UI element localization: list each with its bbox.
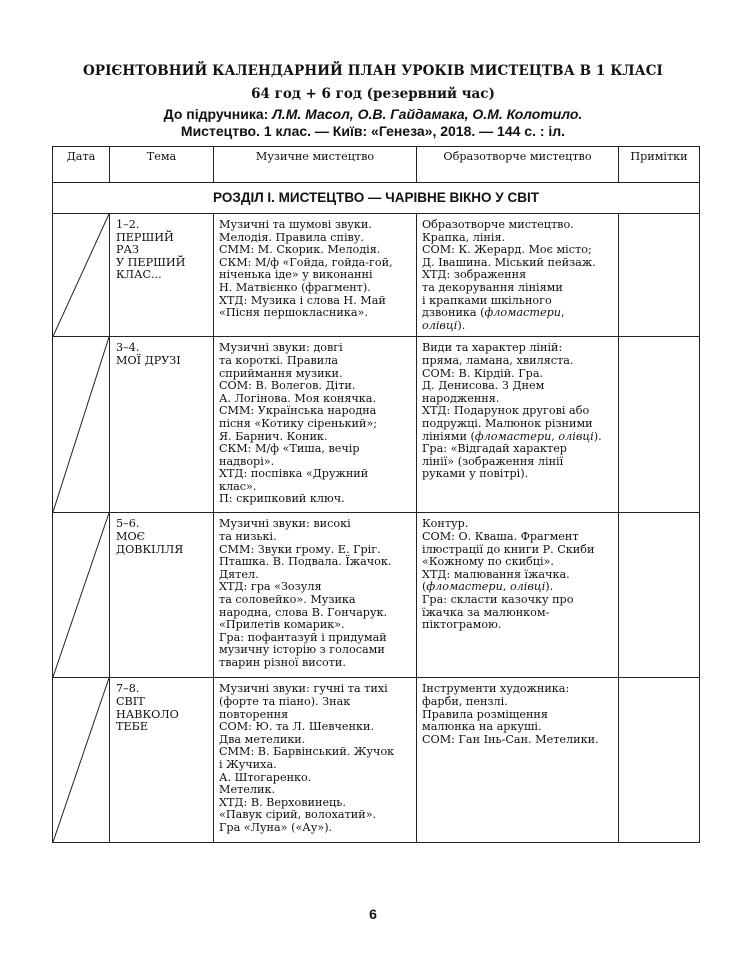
lesson-plan-table: [52, 146, 700, 843]
table-row: [53, 678, 700, 843]
cell-line: КЛАС...: [116, 268, 162, 282]
col-header-art: Образотворче мистецтво: [417, 147, 619, 183]
cell-line: клас».: [219, 479, 257, 493]
cell-line: музичну історію з голосами: [219, 643, 385, 657]
cell-line: і Жучиха.: [219, 757, 277, 771]
col-header-notes: Примітки: [619, 147, 700, 183]
cell-line: ХТД: Подарунок другові або: [422, 404, 590, 418]
topic-cell: [110, 513, 214, 678]
music-cell: [214, 214, 417, 337]
cell-line: олівці).: [422, 318, 466, 332]
cell-line: Гра: «Відгадай характер: [422, 442, 567, 456]
cell-line: Мелодія. Правила співу.: [219, 230, 364, 244]
cell-line: 1–2.: [116, 218, 140, 231]
section-row: [53, 183, 700, 214]
notes-cell: [619, 337, 700, 513]
cell-line: СММ: М. Скорик. Мелодія.: [219, 243, 381, 257]
music-cell: [214, 513, 417, 678]
cell-line: та декорування лініями: [422, 280, 563, 294]
textbook-info: Мистецтво. 1 клас. — Київ: «Генеза», 2018. — 144 с. : іл.: [180, 123, 566, 139]
notes-cell: [619, 678, 700, 843]
date-diagonal: [53, 678, 109, 842]
cell-line: пряма, ламана, хвиляста.: [422, 353, 574, 367]
cell-line: МОЇ ДРУЗІ: [116, 353, 181, 367]
textbook-reference: [0, 106, 746, 122]
cell-line: народна, слова В. Гончарук.: [219, 605, 388, 619]
cell-line: пісня «Котику сіренький»;: [219, 416, 378, 430]
cell-line: А. Штогаренко.: [219, 770, 312, 784]
col-header-date: Дата: [53, 147, 110, 183]
cell-line: СКМ: М/ф «Тиша, вечір: [219, 442, 360, 456]
cell-line: «Кожному по скибці».: [422, 555, 554, 569]
cell-line: Гра «Луна» («Ау»).: [219, 820, 333, 834]
cell-line: Образотворче мистецтво.: [422, 218, 574, 231]
cell-line: Гра: пофантазуй і придумай: [219, 630, 387, 644]
date-cell: [53, 214, 110, 337]
table-header-row: [53, 147, 700, 183]
topic-cell: [110, 337, 214, 513]
cell-line: ХТД: Музика і слова Н. Май: [219, 293, 386, 307]
cell-line: подружці. Малюнок різними: [422, 416, 593, 430]
page-number: 6: [369, 906, 377, 922]
topic-cell: [110, 214, 214, 337]
cell-line: А. Логінова. Моя конячка.: [219, 391, 377, 405]
cell-line: та короткі. Правила: [219, 353, 339, 367]
section-title: РОЗДІЛ І. МИСТЕЦТВО — ЧАРІВНЕ ВІКНО У СВІТ: [53, 183, 700, 214]
cell-line: СКМ: М/ф «Гойда, гойда-гой,: [219, 255, 393, 269]
plan-title: ОРІЄНТОВНИЙ КАЛЕНДАРНИЙ ПЛАН УРОКІВ МИСТЕЦТВА В 1 КЛАСІ: [83, 63, 663, 79]
cell-line: ПЕРШИЙ: [116, 230, 174, 244]
cell-line: Пташка. В. Подвала. Їжачок.: [219, 555, 392, 569]
table-row: [53, 513, 700, 678]
cell-line: малюнка на аркуші.: [422, 720, 542, 734]
cell-line: та низькі.: [219, 529, 277, 543]
cell-line: СВІТ: [116, 694, 145, 708]
cell-line: «Павук сірий, волохатий».: [219, 808, 377, 822]
cell-line: та соловейко». Музика: [219, 592, 356, 606]
cell-line: лініями (фломастери, олівці).: [422, 429, 602, 443]
date-diagonal: [53, 337, 109, 512]
cell-line: Крапка, лінія.: [422, 230, 506, 244]
date-cell: [53, 678, 110, 843]
cell-line: сприймання музики.: [219, 366, 343, 380]
cell-line: руками у повітрі).: [422, 467, 529, 481]
art-cell: [417, 678, 619, 843]
cell-line: Д. Івашина. Міський пейзаж.: [422, 255, 596, 269]
cell-line: ДОВКІЛЛЯ: [116, 542, 184, 556]
cell-line: «Пісня першокласника».: [219, 306, 368, 320]
cell-line: Метелик.: [219, 783, 275, 797]
cell-line: ХТД: гра «Зозуля: [219, 580, 322, 594]
cell-line: СОМ: Ю. та Л. Шевченки.: [219, 720, 375, 734]
date-cell: [53, 337, 110, 513]
cell-line: Правила розміщення: [422, 707, 548, 721]
cell-line: ніченька іде» у виконанні: [219, 268, 373, 282]
cell-line: Інструменти художника:: [422, 682, 570, 696]
cell-line: ілюстрації до книги Р. Скиби: [422, 542, 595, 556]
cell-line: піктограмою.: [422, 618, 502, 632]
cell-line: Музичні звуки: довгі: [219, 341, 343, 355]
cell-line: повторення: [219, 707, 289, 721]
topic-cell: [110, 678, 214, 843]
cell-line: ХТД: В. Верховинець.: [219, 795, 346, 809]
cell-line: СОМ: О. Кваша. Фрагмент: [422, 529, 579, 543]
cell-line: лінії» (зображення лінії: [422, 454, 564, 468]
cell-line: фарби, пензлі.: [422, 694, 508, 708]
cell-line: СММ: Звуки грому. Е. Гріг.: [219, 542, 381, 556]
cell-line: Н. Матвієнко (фрагмент).: [219, 280, 371, 294]
cell-line: 7–8.: [116, 682, 140, 696]
cell-line: тварин різної висоти.: [219, 655, 346, 669]
cell-line: народження.: [422, 391, 500, 405]
cell-line: РАЗ: [116, 243, 139, 257]
cell-line: Музичні звуки: гучні та тихі: [219, 682, 388, 696]
cell-line: Два метелики.: [219, 732, 306, 746]
date-cell: [53, 513, 110, 678]
cell-line: 5–6.: [116, 517, 140, 531]
cell-line: У ПЕРШИЙ: [116, 255, 186, 269]
cell-line: СОМ: В. Волегов. Діти.: [219, 379, 356, 393]
cell-line: МОЄ: [116, 529, 146, 543]
cell-line: ХТД: малювання їжачка.: [422, 567, 570, 581]
cell-line: Музичні та шумові звуки.: [219, 218, 372, 231]
cell-line: їжачка за малюнком-: [422, 605, 550, 619]
notes-cell: [619, 214, 700, 337]
table-row: [53, 337, 700, 513]
cell-line: Я. Барнич. Коник.: [219, 429, 328, 443]
cell-line: і крапками шкільного: [422, 293, 552, 307]
art-cell: [417, 513, 619, 678]
cell-line: ХТД: зображення: [422, 268, 527, 282]
col-header-topic: Тема: [110, 147, 214, 183]
cell-line: (фломастери, олівці).: [422, 580, 554, 594]
cell-line: СОМ: В. Кірдій. Гра.: [422, 366, 544, 380]
cell-line: ХТД: поспівка «Дружний: [219, 467, 369, 481]
cell-line: дзвоника (фломастери,: [422, 306, 565, 320]
date-diagonal: [53, 513, 109, 677]
cell-line: СОМ: Ган Інь-Сан. Метелики.: [422, 732, 599, 746]
table-row: [53, 214, 700, 337]
cell-line: П: скрипковий ключ.: [219, 492, 345, 506]
cell-line: СММ: Українська народна: [219, 404, 377, 418]
cell-line: Музичні звуки: високі: [219, 517, 351, 531]
cell-line: надворі».: [219, 454, 275, 468]
music-cell: [214, 678, 417, 843]
cell-line: ТЕБЕ: [116, 720, 149, 734]
music-cell: [214, 337, 417, 513]
cell-line: Д. Денисова. З Днем: [422, 379, 545, 393]
cell-line: НАВКОЛО: [116, 707, 179, 721]
cell-line: Контур.: [422, 517, 469, 531]
textbook-prefix: До підручника:: [163, 106, 273, 122]
cell-line: «Прилетів комарик».: [219, 618, 345, 632]
art-cell: [417, 214, 619, 337]
textbook-authors: Л.М. Масол, О.В. Гайдамака, О.М. Колотило.: [272, 106, 583, 122]
cell-line: Види та характер ліній:: [422, 341, 563, 355]
cell-line: СОМ: К. Жерард. Моє місто;: [422, 243, 592, 257]
cell-line: Дятел.: [219, 567, 259, 581]
hours-subtitle: 64 год + 6 год (резервний час): [251, 86, 495, 102]
col-header-music: Музичне мистецтво: [214, 147, 417, 183]
art-cell: [417, 337, 619, 513]
cell-line: Гра: скласти казочку про: [422, 592, 574, 606]
cell-line: (форте та піано). Знак: [219, 694, 351, 708]
cell-line: 3–4.: [116, 341, 140, 355]
notes-cell: [619, 513, 700, 678]
cell-line: СММ: В. Барвінський. Жучок: [219, 745, 395, 759]
date-diagonal: [53, 214, 109, 336]
